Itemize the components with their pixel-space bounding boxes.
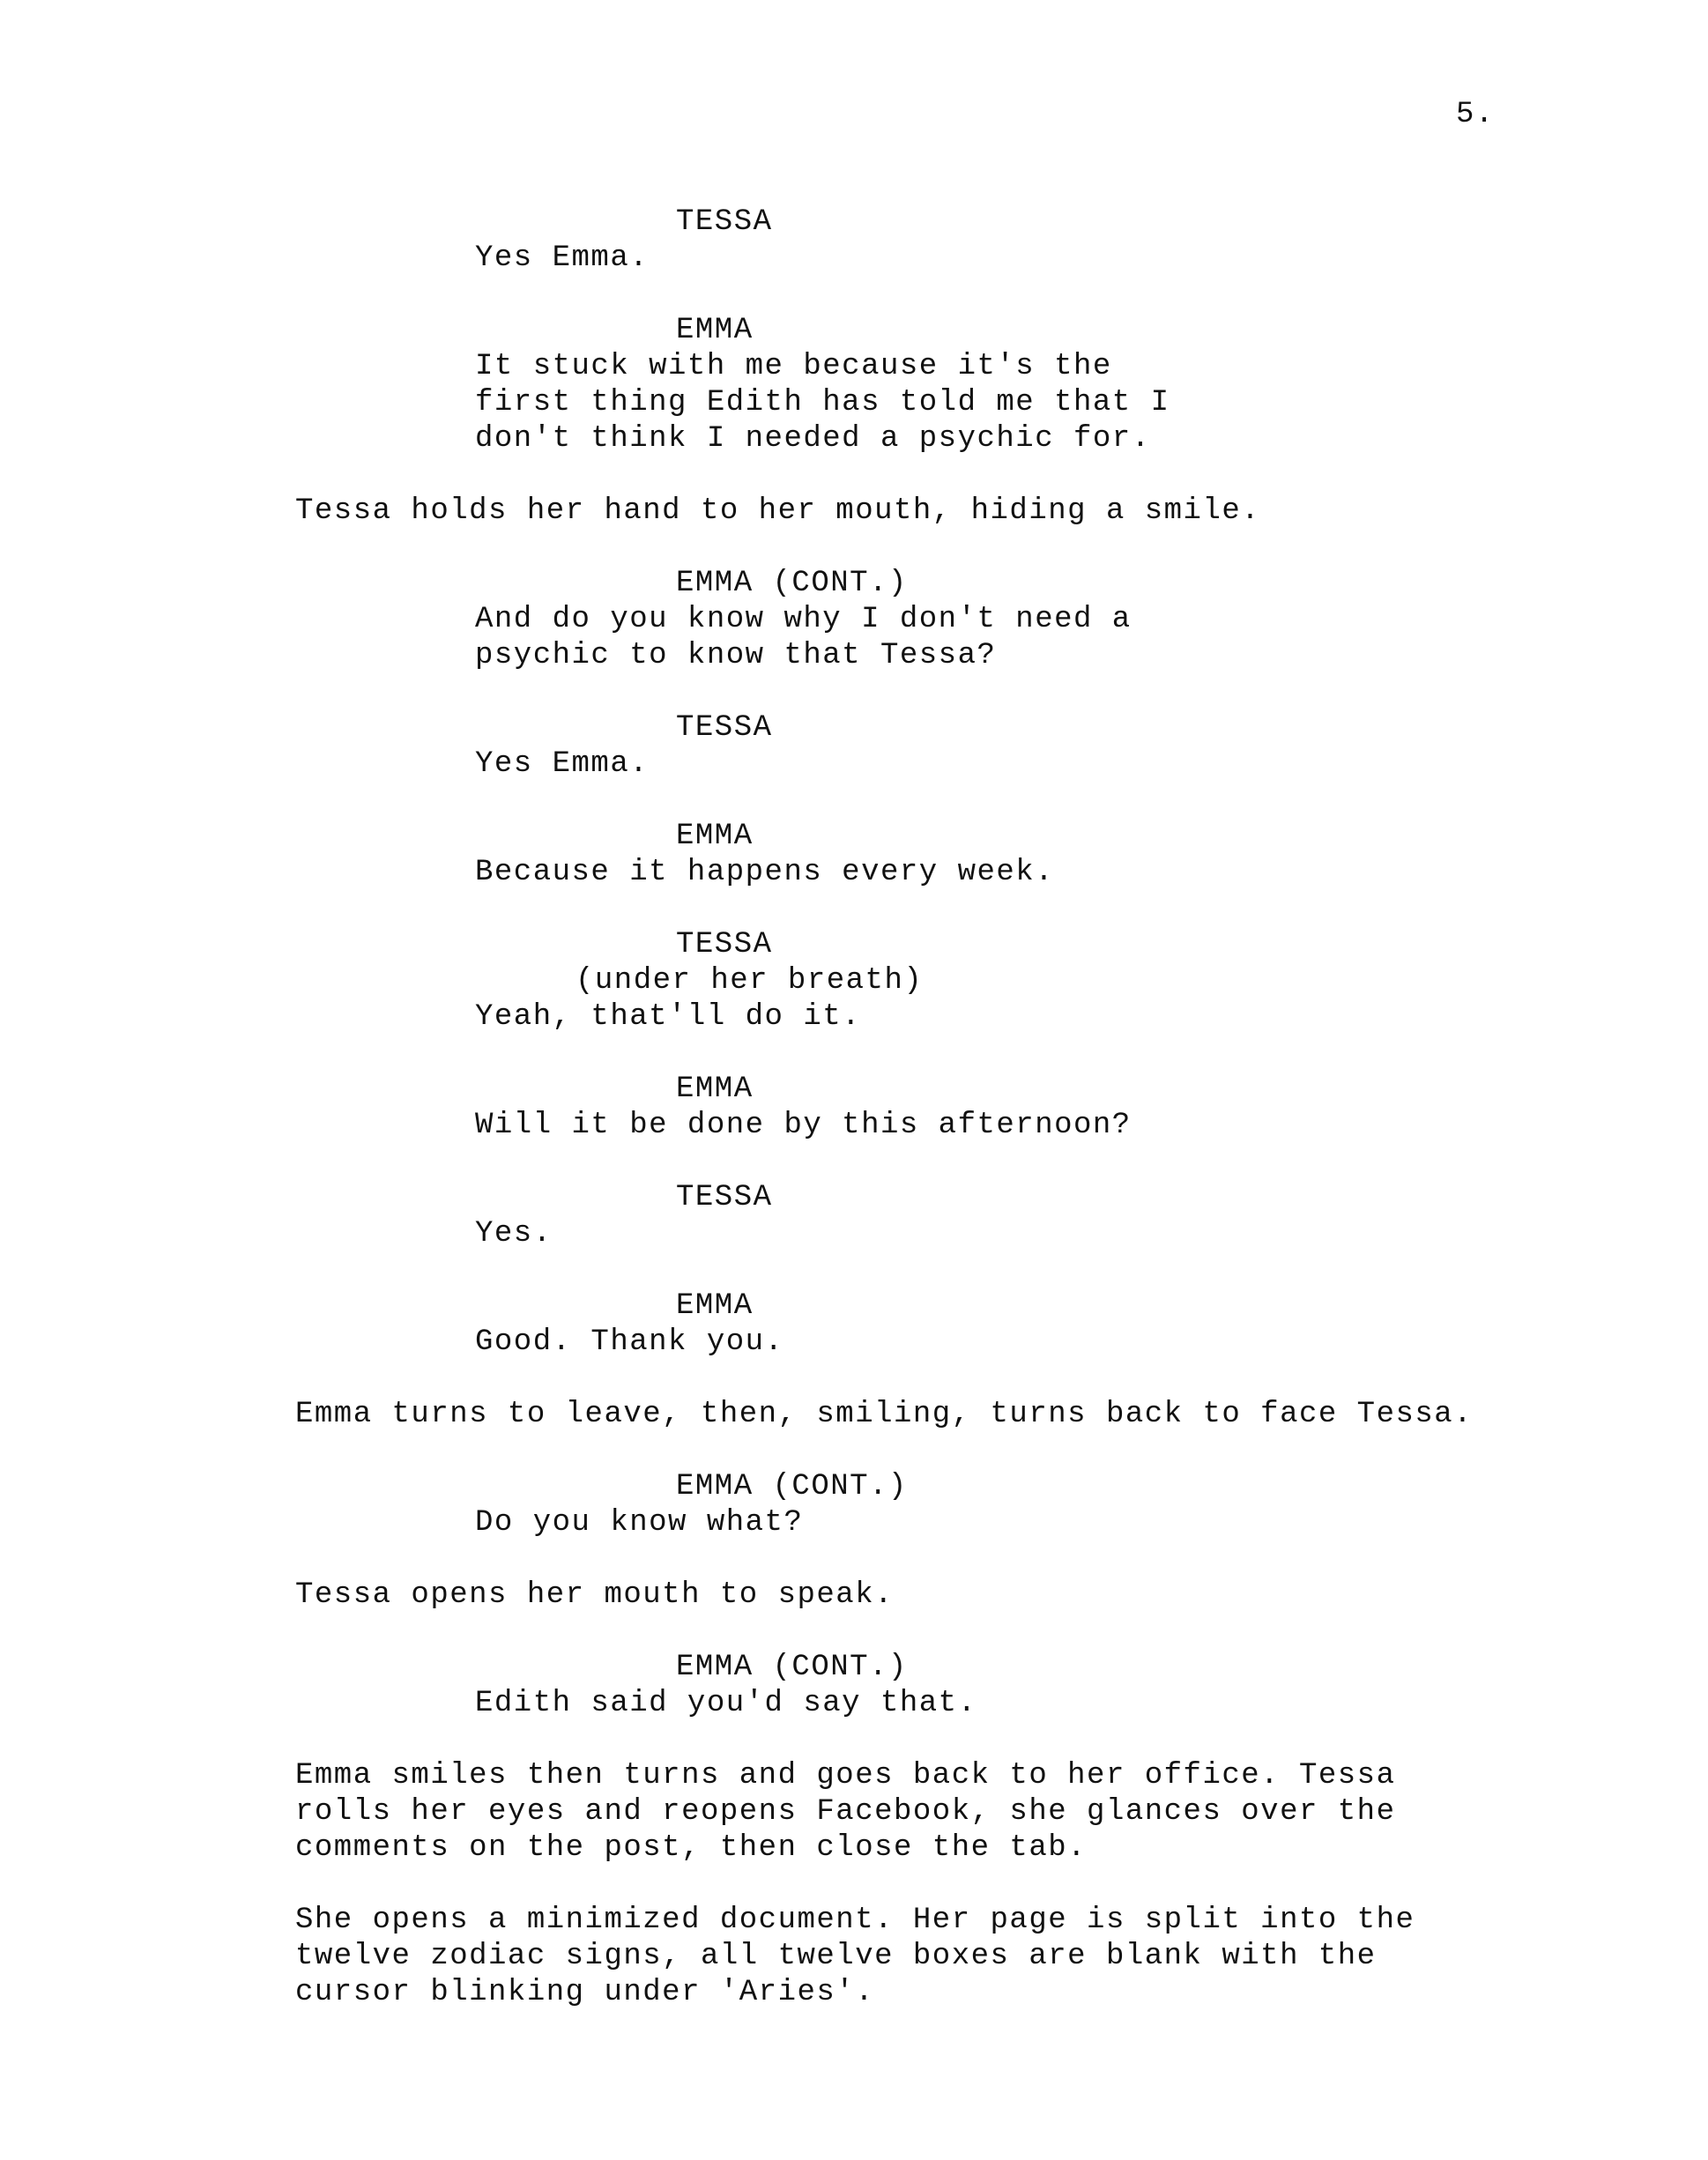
dialogue-line: Yes Emma. [475,747,650,781]
action-line: Emma smiles then turns and goes back to her office. Tessa [295,1759,1396,1793]
dialogue-line: Do you know what? [475,1506,804,1540]
character-name: EMMA (CONT.) [676,1651,908,1684]
dialogue-line: Yeah, that'll do it. [475,1000,862,1034]
character-name: TESSA [676,1181,773,1214]
action-line: comments on the post, then close the tab. [295,1831,1088,1865]
character-name: TESSA [676,928,773,961]
character-name: EMMA [676,820,754,853]
character-name: EMMA (CONT.) [676,567,908,600]
character-name: TESSA [676,711,773,745]
action-line: rolls her eyes and reopens Facebook, she glances over the [295,1795,1396,1829]
action-line: She opens a minimized document. Her page is split into the [295,1904,1415,1937]
dialogue-line: first thing Edith has told me that I [475,386,1170,419]
dialogue-line: It stuck with me because it's the [475,350,1112,383]
action-line: Tessa holds her hand to her mouth, hiding a smile. [295,494,1261,528]
character-name: EMMA [676,314,754,347]
dialogue-line: Good. Thank you. [475,1325,784,1359]
dialogue-line: psychic to know that Tessa? [475,639,997,672]
dialogue-line: Because it happens every week. [475,856,1055,889]
character-name: TESSA [676,205,773,239]
action-line: cursor blinking under 'Aries'. [295,1976,875,2009]
dialogue-line: Edith said you'd say that. [475,1687,977,1720]
action-line: Tessa opens her mouth to speak. [295,1578,895,1612]
dialogue-line: Will it be done by this afternoon? [475,1109,1132,1142]
action-line: twelve zodiac signs, all twelve boxes are blank with the [295,1940,1377,1973]
page-number: 5. [1456,98,1495,131]
dialogue-line: Yes Emma. [475,241,650,275]
dialogue-line: don't think I needed a psychic for. [475,422,1151,456]
character-name: EMMA [676,1289,754,1323]
action-line: Emma turns to leave, then, smiling, turns back to face Tessa. [295,1398,1474,1431]
dialogue-line: Yes. [475,1217,553,1251]
character-name: EMMA [676,1073,754,1106]
dialogue-line: And do you know why I don't need a [475,603,1132,636]
character-name: EMMA (CONT.) [676,1470,908,1503]
parenthetical: (under her breath) [576,964,924,998]
